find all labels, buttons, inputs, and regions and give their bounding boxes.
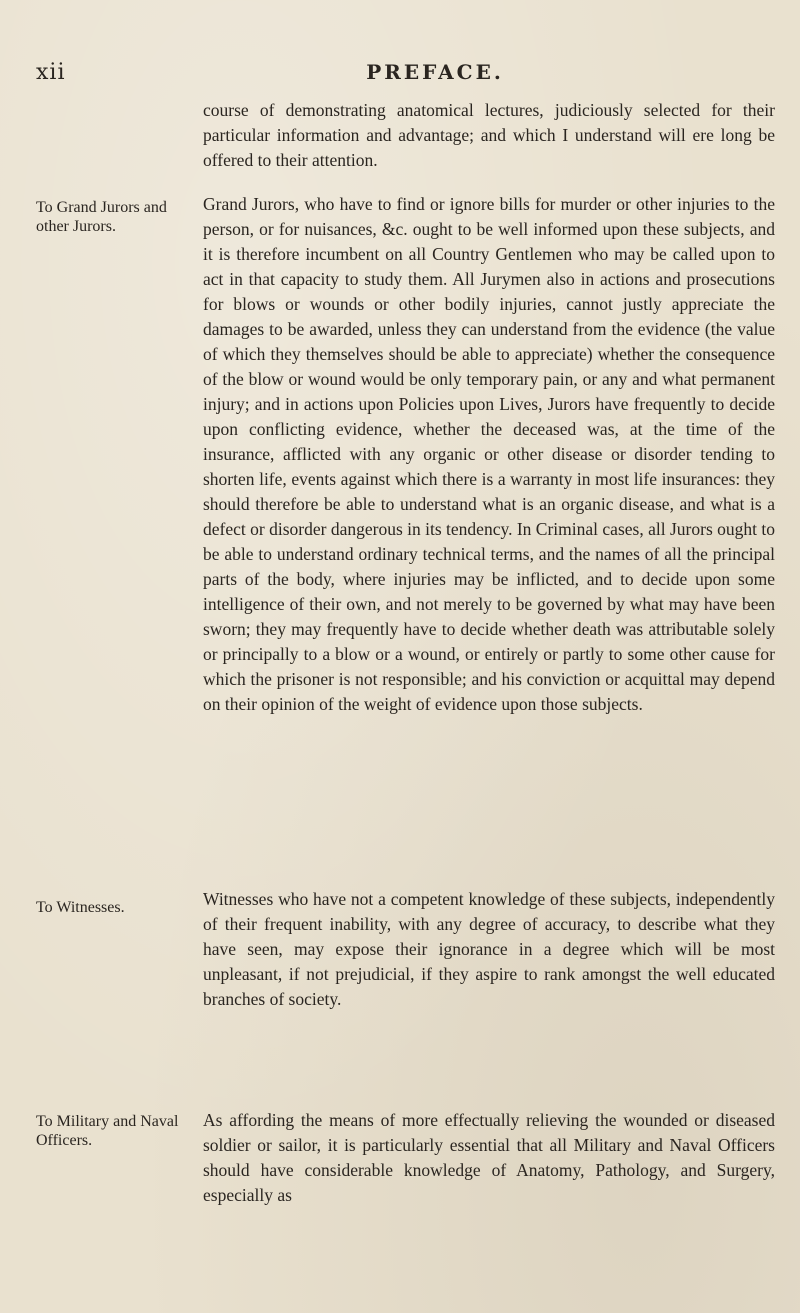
paragraph-3: Witnesses who have not a competent knowledge of these subjects, independently of their frequent inability, with any degree of accuracy, to describe what they have seen, may expose their ignorance in a degree which will be most unpleasant, if not prejudicial, if they aspire to rank amongst the well educated branches of society.: [203, 889, 775, 1009]
margin-note-jurors: To Grand Jurors and other Jurors.: [36, 199, 167, 235]
page-number: xii: [36, 60, 66, 85]
running-head: PREFACE.: [366, 60, 504, 84]
margin-note-witnesses: To Witnesses.: [36, 899, 125, 916]
paragraph-4: As affording the means of more effectually relieving the wounded or diseased soldier or sailor, it is particularly essential that all Military and Naval Officers should have considerable knowledge of Anatomy, Pathology, and Surgery, especially as: [203, 1110, 775, 1205]
paragraph-1: course of demonstrating anatomical lectures, judiciously selected for their particular information and advantage; and which I understand will ere long be offered to their attention.: [203, 100, 775, 170]
paragraph-2: Grand Jurors, who have to find or ignore bills for murder or other injuries to the person, or for nuisances, &c. ought to be well informed upon these subjects, and it is therefore incumbent on all Country Gentlemen who may be called upon to act in that capacity to study them. All Jurymen also in actions and prosecutions for blows or wounds or other bodily injuries, cannot justly appreciate the damages to be awarded, unless they can understand from the evidence (the value of which they themselves should be able to appreciate) whether the consequence of the blow or wound would be only temporary pain, or any and what permanent injury; and in actions upon Policies upon Lives, Jurors have frequently to decide upon conflicting evidence, whether the deceased was, at the time of the insurance, afflicted with any organic or other disease or disorder tending to shorten life, events against which there is a warranty in most life insurances: they should therefore be able to understand what is an organic disease, and what is a defect or disorder dangerous in its tendency. In Criminal cases, all Jurors ought to be able to understand ordinary technical terms, and the names of all the principal parts of the body, where injuries may be inflicted, and to decide upon some intelligence of their own, and not merely to be governed by what may have been sworn; they may frequently have to decide whether death was attributable solely or principally to a blow or a wound, or entirely or partly to some other cause for which the prisoner is not responsible; and his conviction or acquittal may depend on their opinion of the weight of evidence upon those subjects.: [203, 194, 775, 714]
margin-note-officers: To Military and Naval Officers.: [36, 1113, 179, 1149]
